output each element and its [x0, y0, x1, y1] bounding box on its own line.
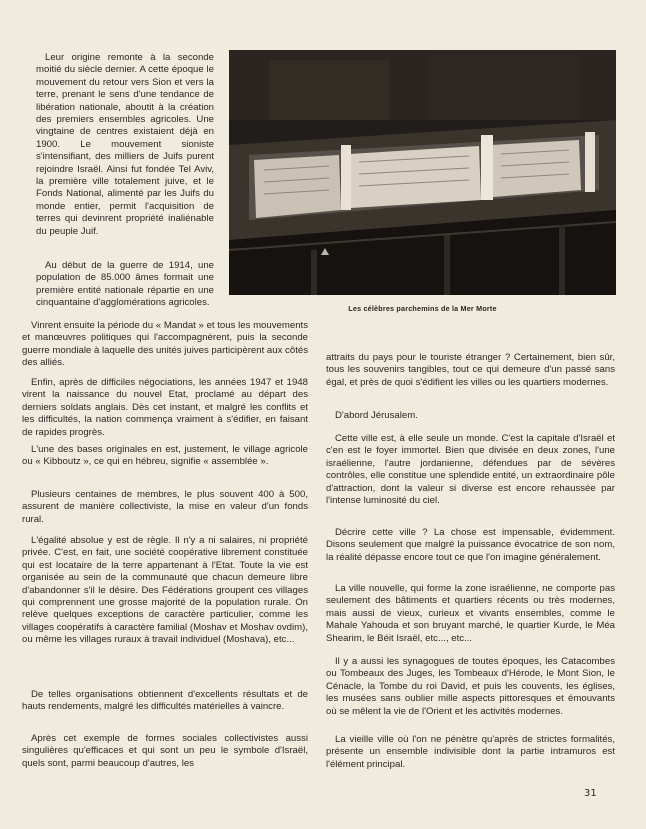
- paragraph-jerusalem-intro: D'abord Jérusalem.: [335, 410, 418, 421]
- paragraph-members: Plusieurs centaines de membres, le plus souvent 400 à 500, assurent de manière collectiviste, la mise en valeur d'un fonds rural.: [22, 489, 308, 525]
- paragraph-old-city: La vieille ville où l'on ne pénètre qu'après de strictes formalités, présente un ensemble indivisible dont la partie intramuros est l'élément principal.: [326, 734, 615, 770]
- paragraph-origins: Leur origine remonte à la seconde moitié du siècle dernier. A cette époque le mouvement du retour vers Sion et vers la terre, prenant le sens d'une tendance de libération nationale, aboutit à la création des premiers ensembles agricoles. Une vingtaine de centres existaient déjà en 1900. Le mouvement sioniste s'intensifiant, des milliers de Juifs purent rejoindre Israël. Ainsi fut fondée Tel Aviv, la première ville totalement juive, et le Fonds National, alimenté par les Juifs du monde entier, permit l'acquisition de terres qui devinrent propriété inaliénable du peuple Juif.: [36, 52, 214, 237]
- dead-sea-scrolls-photo: [229, 50, 616, 295]
- paragraph-describe-city: Décrire cette ville ? La chose est impensable, évidemment. Disons seulement que malgré la puissance évocatrice de son nom, la réalité dépasse encore tout ce que l'on imagine généralement.: [326, 527, 615, 563]
- paragraph-synagogues: Il y a aussi les synagogues de toutes époques, les Catacombes ou Tombeaux des Juges, les Tombeaux d'Hérode, le Mont Sion, le Cénacle, la Tombe du roi David, et puis les couvents, les églises, les musées sans oublier mille aspects pittoresques et émouvants où se mêlent la vie de l'Orient et les activités modernes.: [326, 656, 615, 717]
- photo-caption: Les célèbres parchemins de la Mer Morte: [348, 304, 497, 313]
- paragraph-new-city: La ville nouvelle, qui forme la zone israélienne, ne comporte pas seulement des bâtiments et quartiers récents ou très modernes, mais aussi de vieux, curieux et vivants ensembles, comme le Mahale Yahouda et son bruyant marché, le quartier Kurde, le Méa Shearim, le Béit Israël, etc..., etc...: [326, 583, 615, 644]
- paragraph-attractions: attraits du pays pour le touriste étranger ? Certainement, bien sûr, tous les souvenirs tangibles, tout ce qui demeure d'un passé sans égal, et près de quoi s'édifient les villes ou les quartiers modernes.: [326, 352, 615, 388]
- paragraph-kibboutz: L'une des bases originales en est, justement, le village agricole ou « Kibboutz », ce qui en hébreu, signifie « assemblée ».: [22, 444, 308, 468]
- paragraph-new-state: Enfin, après de difficiles négociations, les années 1947 et 1948 virent la naissance du nouvel Etat, proclamé au départ des derniers soldats anglais. Dès cet instant, et malgré les conflits et les difficultés, la nation commença vraiment à s'édifier, en faisant de rapides progrès.: [22, 377, 308, 438]
- paragraph-organisations: De telles organisations obtiennent d'excellents résultats et de hauts rendements, malgré les difficultés matérielles à vaincre.: [22, 689, 308, 713]
- paragraph-equality: L'égalité absolue y est de règle. Il n'y a ni salaires, ni propriété privée. C'est, en fait, une société coopérative librement constituée qui est locataire de la terre appartenant à l'Etat. Toute la vie est organisée au sein de la communauté que chacun demeure libre d'abandonner s'il le désire. Des Fédérations groupent ces villages qui comprennent une grosse majorité de la population rurale. On relève quelques exceptions de caractère particulier, comme les villages coopératifs à caractère familial (Moshav et Moshav ovdim), ou même les villages ruraux à travail individuel (Moshava), etc...: [22, 535, 308, 646]
- paragraph-after-example: Après cet exemple de formes sociales collectivistes aussi singulières qu'efficaces et qui sont un peu le symbole d'Israël, quels sont, parmi beaucoup d'autres, les: [22, 733, 308, 769]
- paragraph-jerusalem-capital: Cette ville est, à elle seule un monde. C'est la capitale d'Israël et c'en est le foyer immortel. Bien que divisée en deux zones, l'une israélienne, l'autre jordanienne, défendues par de sévères contrôles, elle constitue une splendide entité, un extraordinaire pôle d'attraction, dont la valeur si diverse est encore rehaussée par l'intense luminosité du ciel.: [326, 433, 615, 507]
- page-number: 31: [584, 788, 597, 799]
- paragraph-mandat: Vinrent ensuite la période du « Mandat » et tous les mouvements et manœuvres politiques qui l'accompagnèrent, puis la seconde guerre mondiale à laquelle des unités juives participèrent aux côtés des alliés.: [22, 320, 308, 369]
- paragraph-1914: Au début de la guerre de 1914, une population de 85.000 âmes formait une première entité nationale répartie en une cinquantaine d'agglomérations agricoles.: [36, 260, 214, 309]
